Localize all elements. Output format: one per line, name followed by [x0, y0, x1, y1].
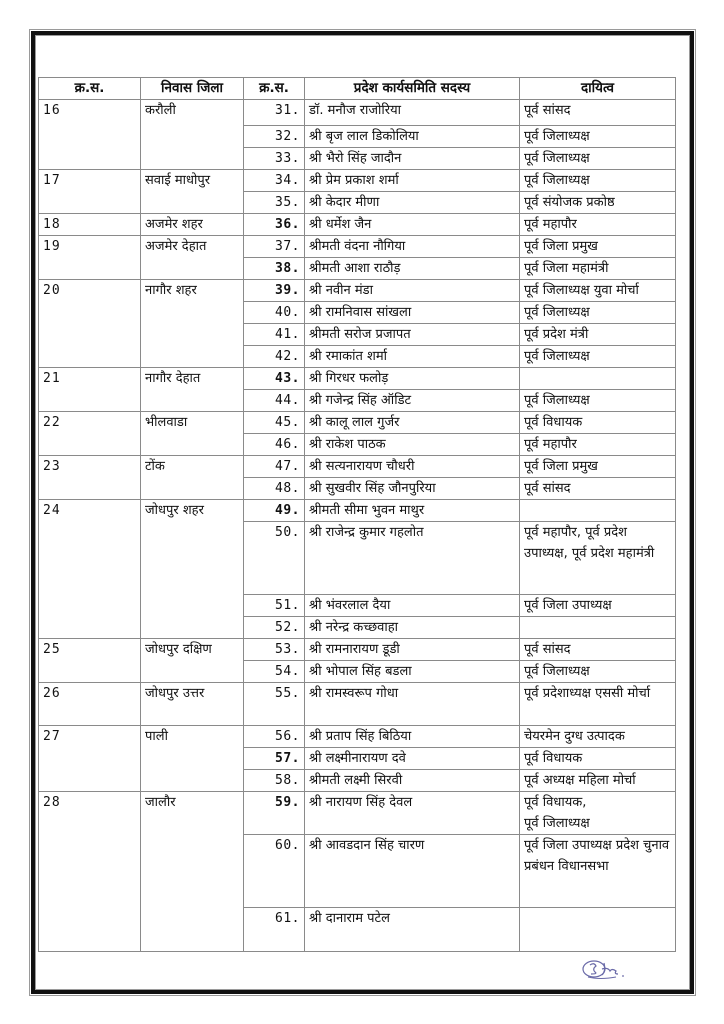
member-name: श्री नरेन्द्र कच्छवाहा — [305, 617, 520, 639]
table-row — [39, 639, 676, 661]
group-serial: 24 — [39, 500, 141, 639]
group-district: सवाई माधोपुर — [141, 170, 244, 214]
group-district: जोधपुर शहर — [141, 500, 244, 639]
group-district: जोधपुर दक्षिण — [141, 639, 244, 683]
member-serial: 55. — [244, 683, 305, 726]
member-name: श्री केदार मीणा — [305, 192, 520, 214]
member-responsibility: पूर्व जिलाध्यक्ष — [520, 661, 676, 683]
group-serial: 16 — [39, 100, 141, 170]
member-name: श्री आवडदान सिंह चारण — [305, 835, 520, 908]
member-responsibility: पूर्व विधायक, पूर्व जिलाध्यक्ष — [520, 792, 676, 835]
member-serial: 50. — [244, 522, 305, 595]
member-name: श्रीमती वंदना नौगिया — [305, 236, 520, 258]
member-name: श्री धर्मेश जैन — [305, 214, 520, 236]
member-responsibility — [520, 908, 676, 952]
member-serial: 45. — [244, 412, 305, 434]
member-serial: 44. — [244, 390, 305, 412]
group-serial: 28 — [39, 792, 141, 952]
member-name: श्रीमती सीमा भुवन माथुर — [305, 500, 520, 522]
header-district: निवास जिला — [141, 78, 244, 100]
member-serial: 38. — [244, 258, 305, 280]
table-row — [39, 214, 676, 236]
header-member: प्रदेश कार्यसमिति सदस्य — [305, 78, 520, 100]
member-serial: 42. — [244, 346, 305, 368]
group-serial: 17 — [39, 170, 141, 214]
member-name: श्री लक्ष्मीनारायण दवे — [305, 748, 520, 770]
member-responsibility — [520, 500, 676, 522]
member-name: श्री राजेन्द्र कुमार गहलोत — [305, 522, 520, 595]
member-name: श्री भंवरलाल दैया — [305, 595, 520, 617]
group-serial: 22 — [39, 412, 141, 456]
group-district: जोधपुर उत्तर — [141, 683, 244, 726]
member-name: श्रीमती सरोज प्रजापत — [305, 324, 520, 346]
member-responsibility: पूर्व अध्यक्ष महिला मोर्चा — [520, 770, 676, 792]
table-row — [39, 368, 676, 390]
table-row — [39, 500, 676, 522]
table-row — [39, 100, 676, 126]
member-name: श्री सुखवीर सिंह जौनपुरिया — [305, 478, 520, 500]
member-serial: 33. — [244, 148, 305, 170]
group-district: जालौर — [141, 792, 244, 952]
member-responsibility: पूर्व जिलाध्यक्ष — [520, 148, 676, 170]
member-name: श्री बृज लाल डिकोलिया — [305, 126, 520, 148]
group-serial: 19 — [39, 236, 141, 280]
table-row — [39, 236, 676, 258]
group-serial: 21 — [39, 368, 141, 412]
table-row — [39, 792, 676, 835]
member-responsibility: पूर्व जिलाध्यक्ष — [520, 302, 676, 324]
member-responsibility: पूर्व महापौर — [520, 214, 676, 236]
member-name: श्री रामनारायण डूडी — [305, 639, 520, 661]
member-responsibility: चेयरमेन दुग्ध उत्पादक — [520, 726, 676, 748]
group-district: भीलवाडा — [141, 412, 244, 456]
group-serial: 25 — [39, 639, 141, 683]
header-member-serial: क्र.स. — [244, 78, 305, 100]
member-responsibility: पूर्व जिला प्रमुख — [520, 236, 676, 258]
member-serial: 46. — [244, 434, 305, 456]
group-serial: 20 — [39, 280, 141, 368]
member-name: श्री भोपाल सिंह बडला — [305, 661, 520, 683]
member-responsibility: पूर्व प्रदेशाध्यक्ष एससी मोर्चा — [520, 683, 676, 726]
member-name: डॉ. मनौज राजोरिया — [305, 100, 520, 126]
group-district: पाली — [141, 726, 244, 792]
member-responsibility: पूर्व सांसद — [520, 100, 676, 126]
member-responsibility: पूर्व विधायक — [520, 748, 676, 770]
member-name: श्रीमती आशा राठौड़ — [305, 258, 520, 280]
member-responsibility: पूर्व जिला महामंत्री — [520, 258, 676, 280]
group-serial: 26 — [39, 683, 141, 726]
member-responsibility: पूर्व जिलाध्यक्ष — [520, 390, 676, 412]
member-name: श्रीमती लक्ष्मी सिरवी — [305, 770, 520, 792]
member-responsibility: पूर्व जिला उपाध्यक्ष प्रदेश चुनाव प्रबंधन विधानसभा — [520, 835, 676, 908]
member-name: श्री प्रताप सिंह बिठिया — [305, 726, 520, 748]
member-name: श्री नारायण सिंह देवल — [305, 792, 520, 835]
member-serial: 43. — [244, 368, 305, 390]
table-row — [39, 683, 676, 726]
member-responsibility: पूर्व संयोजक प्रकोष्ठ — [520, 192, 676, 214]
table-row — [39, 412, 676, 434]
group-district: नागौर देहात — [141, 368, 244, 412]
member-responsibility: पूर्व सांसद — [520, 478, 676, 500]
group-district: अजमेर शहर — [141, 214, 244, 236]
member-serial: 47. — [244, 456, 305, 478]
member-serial: 49. — [244, 500, 305, 522]
member-responsibility — [520, 368, 676, 390]
member-serial: 41. — [244, 324, 305, 346]
table-row — [39, 170, 676, 192]
member-responsibility: पूर्व महापौर, पूर्व प्रदेश उपाध्यक्ष, पूर्व प्रदेश महामंत्री — [520, 522, 676, 595]
group-serial: 18 — [39, 214, 141, 236]
member-responsibility: पूर्व सांसद — [520, 639, 676, 661]
member-serial: 54. — [244, 661, 305, 683]
member-responsibility: पूर्व जिला प्रमुख — [520, 456, 676, 478]
member-name: श्री सत्यनारायण चौधरी — [305, 456, 520, 478]
group-district: टोंक — [141, 456, 244, 500]
table-row — [39, 726, 676, 748]
member-serial: 34. — [244, 170, 305, 192]
member-serial: 37. — [244, 236, 305, 258]
member-serial: 61. — [244, 908, 305, 952]
member-name: श्री रमाकांत शर्मा — [305, 346, 520, 368]
member-serial: 57. — [244, 748, 305, 770]
member-serial: 60. — [244, 835, 305, 908]
member-serial: 36. — [244, 214, 305, 236]
member-serial: 35. — [244, 192, 305, 214]
member-serial: 53. — [244, 639, 305, 661]
group-serial: 27 — [39, 726, 141, 792]
member-name: श्री भैरो सिंह जादौन — [305, 148, 520, 170]
member-responsibility: पूर्व जिलाध्यक्ष युवा मोर्चा — [520, 280, 676, 302]
member-responsibility: पूर्व जिलाध्यक्ष — [520, 346, 676, 368]
member-serial: 58. — [244, 770, 305, 792]
group-serial: 23 — [39, 456, 141, 500]
member-name: श्री रामनिवास सांखला — [305, 302, 520, 324]
member-responsibility: पूर्व महापौर — [520, 434, 676, 456]
header-responsibility: दायित्व — [520, 78, 676, 100]
table-body — [39, 100, 676, 952]
member-responsibility — [520, 617, 676, 639]
member-name: श्री प्रेम प्रकाश शर्मा — [305, 170, 520, 192]
member-serial: 40. — [244, 302, 305, 324]
member-name: श्री दानाराम पटेल — [305, 908, 520, 952]
member-responsibility: पूर्व जिला उपाध्यक्ष — [520, 595, 676, 617]
member-serial: 48. — [244, 478, 305, 500]
member-responsibility: पूर्व विधायक — [520, 412, 676, 434]
table-header-row — [39, 78, 676, 100]
member-name: श्री गिरधर फलोड़ — [305, 368, 520, 390]
member-name: श्री रामस्वरूप गोधा — [305, 683, 520, 726]
member-name: श्री नवीन मंडा — [305, 280, 520, 302]
member-responsibility: पूर्व जिलाध्यक्ष — [520, 170, 676, 192]
member-responsibility: पूर्व प्रदेश मंत्री — [520, 324, 676, 346]
member-serial: 51. — [244, 595, 305, 617]
table-row — [39, 280, 676, 302]
member-serial: 31. — [244, 100, 305, 126]
group-district: अजमेर देहात — [141, 236, 244, 280]
member-serial: 56. — [244, 726, 305, 748]
signature — [578, 955, 638, 985]
table-row — [39, 456, 676, 478]
member-serial: 39. — [244, 280, 305, 302]
header-serial: क्र.स. — [39, 78, 141, 100]
member-responsibility: पूर्व जिलाध्यक्ष — [520, 126, 676, 148]
members-table — [38, 77, 676, 952]
group-district: नागौर शहर — [141, 280, 244, 368]
member-serial: 32. — [244, 126, 305, 148]
member-name: श्री गजेन्द्र सिंह ऑडिट — [305, 390, 520, 412]
member-serial: 52. — [244, 617, 305, 639]
group-district: करौली — [141, 100, 244, 170]
member-serial: 59. — [244, 792, 305, 835]
member-name: श्री कालू लाल गुर्जर — [305, 412, 520, 434]
member-name: श्री राकेश पाठक — [305, 434, 520, 456]
